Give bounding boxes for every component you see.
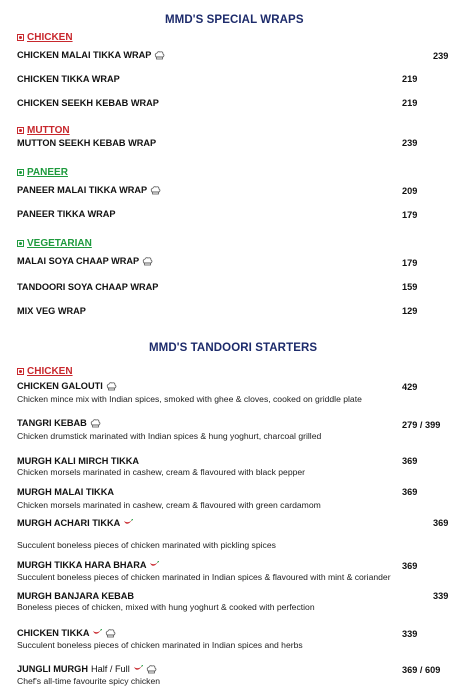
item-price: 129 [402, 306, 418, 316]
menu-item [17, 664, 157, 674]
item-name: TANGRI KEBAB [17, 418, 87, 428]
menu-item [17, 98, 159, 108]
category-label: CHICKEN [27, 366, 73, 377]
item-price: 219 [402, 98, 418, 108]
nonveg-marker-icon [17, 127, 24, 134]
item-name: MIX VEG WRAP [17, 306, 86, 316]
item-price: 219 [402, 74, 418, 84]
menu-item [17, 282, 158, 292]
item-description: Chicken morsels marinated in cashew, cream & flavoured with black pepper [17, 467, 306, 477]
item-description: Succulent boneless pieces of chicken marinated in Indian spices & flavoured with mint & coriander [17, 572, 391, 582]
menu-item [17, 306, 86, 316]
item-description: Chicken drumstick marinated with Indian spices & hung yoghurt, charcoal grilled [17, 431, 322, 441]
item-price: 339 [402, 629, 418, 639]
veg-marker-icon [17, 240, 24, 247]
chef-hat-icon [90, 419, 101, 428]
menu-item [17, 74, 120, 84]
menu-item [17, 256, 153, 266]
item-name: JUNGLI MURGH [17, 664, 88, 674]
item-price: 159 [402, 282, 418, 292]
chef-hat-icon [154, 51, 165, 60]
item-name: MUTTON SEEKH KEBAB WRAP [17, 138, 157, 148]
category-label: CHICKEN [27, 32, 73, 43]
menu-item [17, 560, 159, 570]
item-price: 239 [402, 138, 418, 148]
item-price: 429 [402, 382, 418, 392]
item-price: 369 [402, 487, 418, 497]
chef-hat-icon [150, 186, 161, 195]
chef-hat-icon [105, 629, 116, 638]
nonveg-marker-icon [17, 368, 24, 375]
section-heading-wraps: MMD'S SPECIAL WRAPS [165, 14, 304, 26]
category-label: VEGETARIAN [27, 238, 92, 249]
item-name: TANDOORI SOYA CHAAP WRAP [17, 282, 159, 292]
item-price: 179 [402, 210, 418, 220]
item-portion: Half / Full [90, 664, 130, 674]
chili-icon [149, 561, 159, 569]
item-price: 209 [402, 186, 418, 196]
chef-hat-icon [146, 665, 157, 674]
item-price: 369 [402, 456, 418, 466]
item-name: PANEER MALAI TIKKA WRAP [17, 185, 148, 195]
item-name: MURGH MALAI TIKKA [17, 487, 114, 497]
item-price: 239 [433, 51, 449, 61]
item-description: Chicken mince mix with Indian spices, smoked with ghee & cloves, cooked on griddle plate [17, 394, 362, 404]
menu-item [17, 518, 133, 528]
item-name: CHICKEN GALOUTI [17, 381, 103, 391]
section-heading-starters: MMD'S TANDOORI STARTERS [149, 342, 318, 354]
category-chicken [17, 366, 73, 377]
menu-item [17, 50, 165, 60]
menu-item [17, 456, 139, 466]
item-name: MURGH TIKKA HARA BHARA [17, 560, 147, 570]
menu-item [17, 591, 134, 601]
item-price: 279 / 399 [402, 420, 441, 430]
item-price: 179 [402, 258, 418, 268]
nonveg-marker-icon [17, 34, 24, 41]
menu-item [17, 628, 116, 638]
item-name: CHICKEN TIKKA WRAP [17, 74, 120, 84]
menu-item [17, 209, 116, 219]
menu-item [17, 381, 117, 391]
item-description: Succulent boneless pieces of chicken marinated with pickling spices [17, 540, 276, 550]
item-price: 369 [402, 561, 418, 571]
item-name: CHICKEN SEEKH KEBAB WRAP [17, 98, 159, 108]
menu-item [17, 418, 101, 428]
item-name: MURGH ACHARI TIKKA [17, 518, 121, 528]
item-name: MALAI SOYA CHAAP WRAP [17, 256, 140, 266]
chef-hat-icon [142, 257, 153, 266]
item-price: 369 [433, 518, 449, 528]
item-name: PANEER TIKKA WRAP [17, 209, 116, 219]
item-description: Succulent boneless pieces of chicken marinated in Indian spices and herbs [17, 640, 303, 650]
chili-icon [92, 629, 102, 637]
item-name: MURGH KALI MIRCH TIKKA [17, 456, 139, 466]
veg-marker-icon [17, 169, 24, 176]
menu-item [17, 185, 161, 195]
item-price: 369 / 609 [402, 665, 441, 675]
category-label: MUTTON [27, 125, 70, 136]
chili-icon [133, 665, 143, 673]
item-name: MURGH BANJARA KEBAB [17, 591, 135, 601]
item-price: 339 [433, 591, 449, 601]
item-description: Boneless pieces of chicken, mixed with hung yoghurt & cooked with perfection [17, 602, 315, 612]
category-paneer [17, 167, 68, 178]
menu-item [17, 138, 156, 148]
item-name: CHICKEN TIKKA [17, 628, 90, 638]
category-chicken [17, 32, 73, 43]
category-mutton [17, 125, 70, 136]
item-description: Chef's all-time favourite spicy chicken [17, 676, 161, 686]
category-label: PANEER [27, 167, 68, 178]
item-description: Chicken morsels marinated in cashew, cream & flavoured with green cardamom [17, 500, 321, 510]
chef-hat-icon [106, 382, 117, 391]
chili-icon [123, 519, 133, 527]
menu-item [17, 487, 114, 497]
item-name: CHICKEN MALAI TIKKA WRAP [17, 50, 152, 60]
category-vegetarian [17, 238, 92, 249]
